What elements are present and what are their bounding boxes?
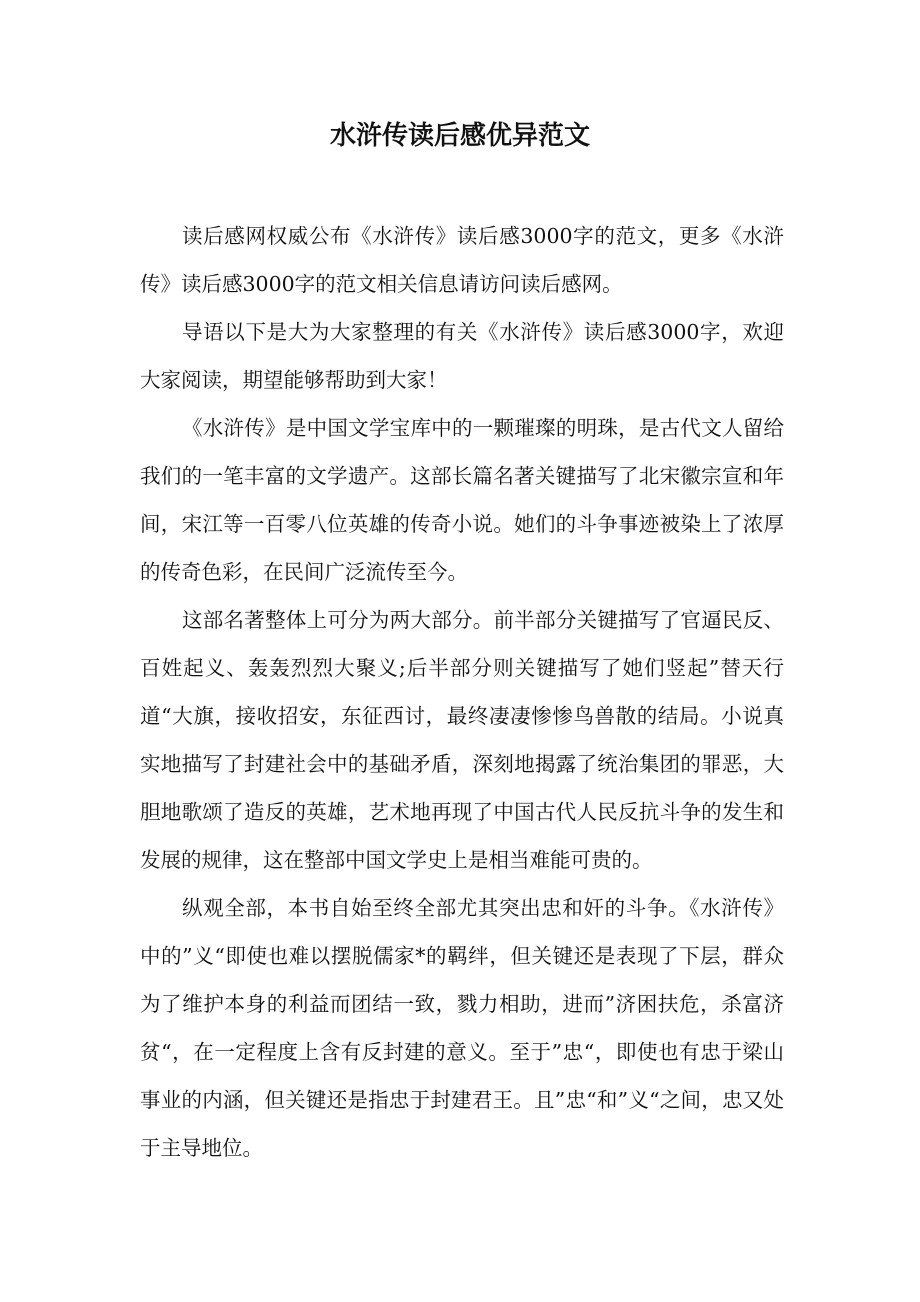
paragraph-intro: 读后感网权威公布《水浒传》读后感3000字的范文，更多《水浒传》读后感3000字的范文相关信息请访问读后感网。 <box>140 224 784 296</box>
document-body <box>140 212 784 1172</box>
page-title: 水浒传读后感优异范文 <box>329 121 590 151</box>
paragraph-lead: 导语以下是大为大家整理的有关《水浒传》读后感3000字，欢迎大家阅读，期望能够帮助到大家！ <box>140 320 784 392</box>
paragraph-loyalty: 纵观全部，本书自始至终全部尤其突出忠和奸的斗争。《水浒传》中的”义“即使也难以摆脱儒家*的羁绊，但关键还是表现了下层，群众为了维护本身的利益而团结一致，戮力相助，进而”济困扶危，杀富济贫“，在一定程度上含有反封建的意义。至于”忠“，即使也有忠于梁山事业的内涵，但关键还是指忠于封建君王。且”忠“和”义“之间，忠又处于主导地位。 <box>140 896 784 1160</box>
paragraph-overview: 《水浒传》是中国文学宝库中的一颗璀璨的明珠，是古代文人留给我们的一笔丰富的文学遗产。这部长篇名著关键描写了北宋徽宗宣和年间，宋江等一百零八位英雄的传奇小说。她们的斗争事迹被染上了浓厚的传奇色彩，在民间广泛流传至今。 <box>140 416 784 584</box>
paragraph-structure: 这部名著整体上可分为两大部分。前半部分关键描写了官逼民反、百姓起义、轰轰烈烈大聚义;后半部分则关键描写了她们竖起”替天行道“大旗，接收招安，东征西讨，最终凄凄惨惨鸟兽散的结局。小说真实地描写了封建社会中的基础矛盾，深刻地揭露了统治集团的罪恶，大胆地歌颂了造反的英雄，艺术地再现了中国古代人民反抗斗争的发生和发展的规律，这在整部中国文学史上是相当难能可贵的。 <box>140 608 784 872</box>
